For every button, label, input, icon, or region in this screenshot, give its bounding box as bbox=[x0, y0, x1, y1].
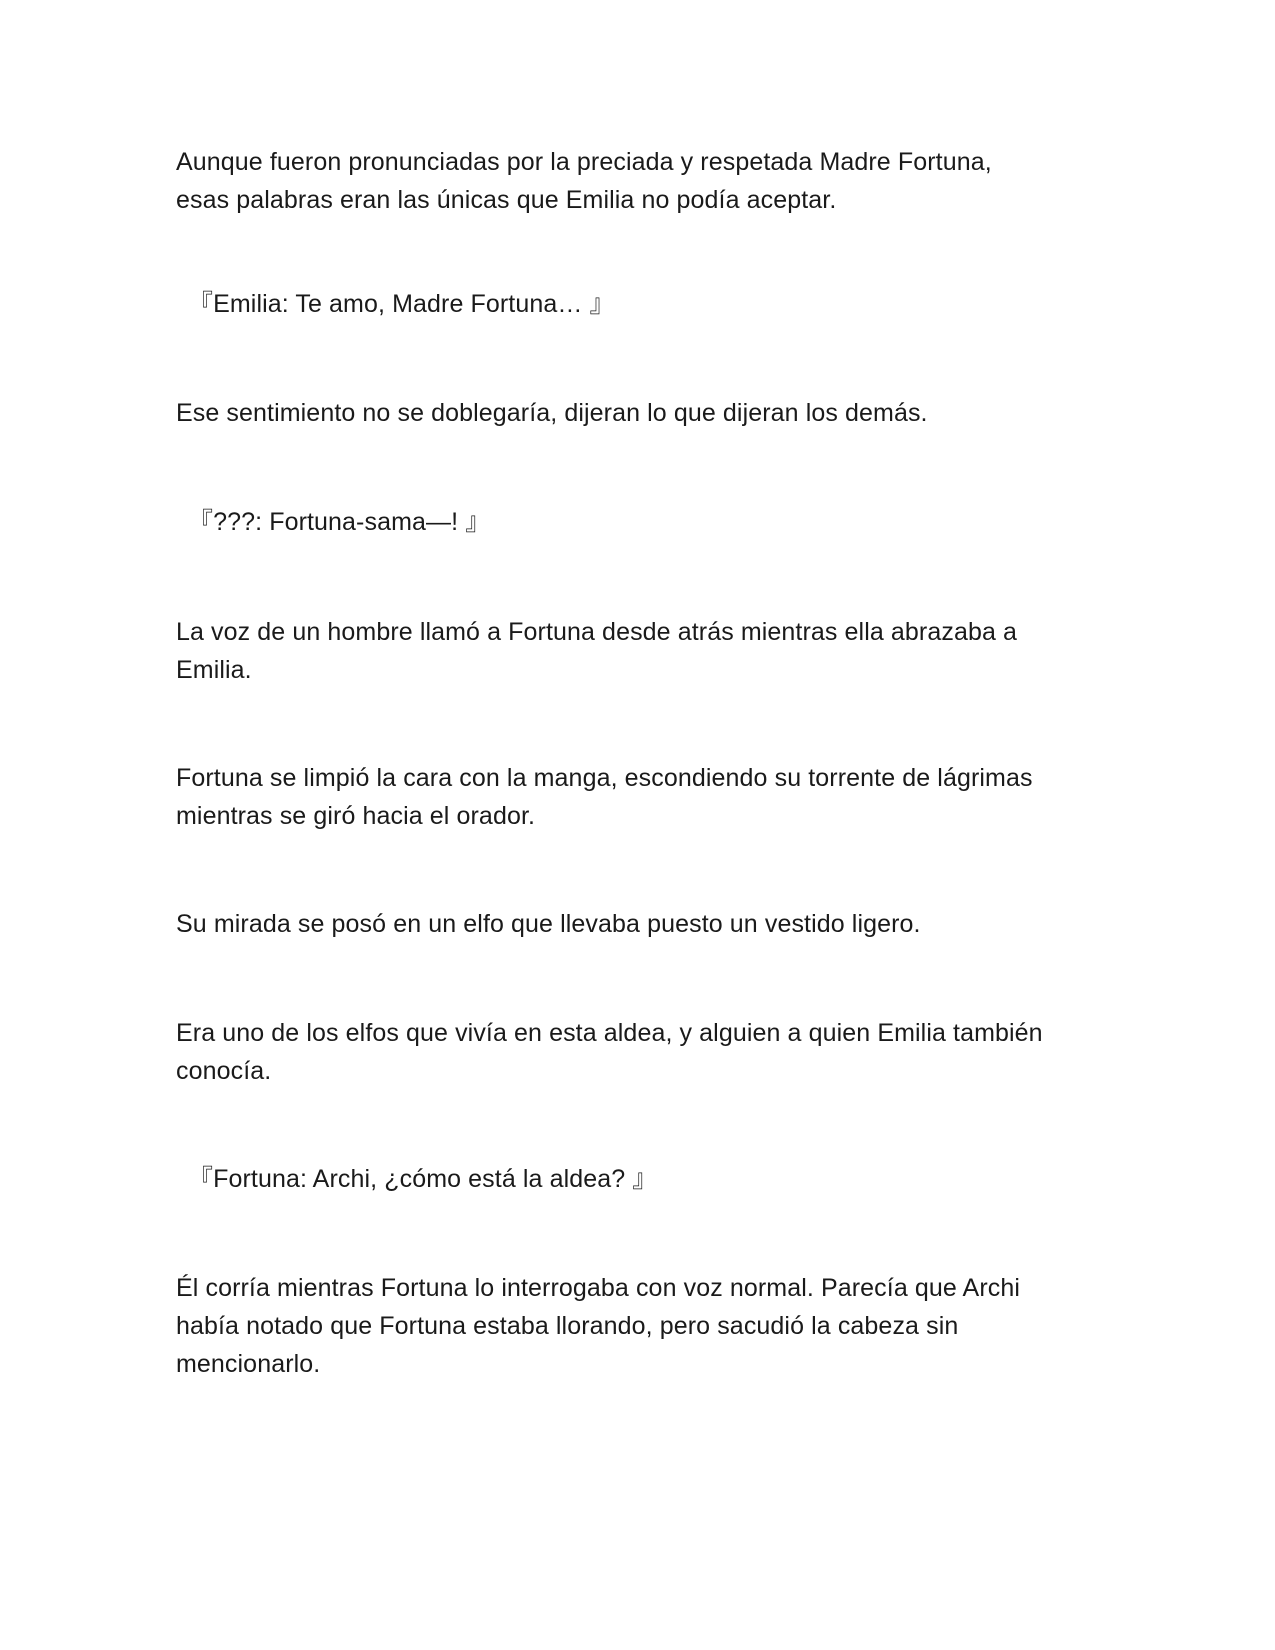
text-line: había notado que Fortuna estaba llorando, pero sacudió la cabeza sin bbox=[176, 1312, 959, 1340]
text-line: Fortuna se limpió la cara con la manga, escondiendo su torrente de lágrimas bbox=[176, 764, 1033, 792]
dialogue-line bbox=[188, 503, 1118, 541]
text-line: Emilia. bbox=[176, 656, 252, 684]
text-line: La voz de un hombre llamó a Fortuna desde atrás mientras ella abrazaba a bbox=[176, 618, 1018, 646]
text-line: Él corría mientras Fortuna lo interrogaba con voz normal. Parecía que Archi bbox=[176, 1274, 1021, 1302]
paragraph bbox=[176, 1014, 1106, 1090]
text-line: 『???: Fortuna-sama—! 』 bbox=[188, 508, 491, 536]
text-line: esas palabras eran las únicas que Emilia no podía aceptar. bbox=[176, 186, 837, 214]
text-line: Ese sentimiento no se doblegaría, dijeran lo que dijeran los demás. bbox=[176, 399, 928, 427]
text-line: 『Fortuna: Archi, ¿cómo está la aldea? 』 bbox=[188, 1165, 658, 1193]
paragraph bbox=[176, 394, 1106, 432]
paragraph bbox=[176, 1269, 1106, 1383]
paragraph bbox=[176, 613, 1106, 689]
text-line: Era uno de los elfos que vivía en esta aldea, y alguien a quien Emilia también bbox=[176, 1019, 1043, 1047]
paragraph bbox=[176, 905, 1106, 943]
text-line: mientras se giró hacia el orador. bbox=[176, 802, 536, 830]
text-line: mencionarlo. bbox=[176, 1350, 321, 1378]
text-line: 『Emilia: Te amo, Madre Fortuna… 』 bbox=[188, 290, 615, 318]
text-line: Su mirada se posó en un elfo que llevaba puesto un vestido ligero. bbox=[176, 910, 921, 938]
paragraph bbox=[176, 143, 1106, 219]
text-line: Aunque fueron pronunciadas por la preciada y respetada Madre Fortuna, bbox=[176, 148, 992, 176]
dialogue-line bbox=[188, 1160, 1118, 1198]
text-line: conocía. bbox=[176, 1057, 272, 1085]
paragraph bbox=[176, 759, 1106, 835]
dialogue-line bbox=[188, 285, 1118, 323]
